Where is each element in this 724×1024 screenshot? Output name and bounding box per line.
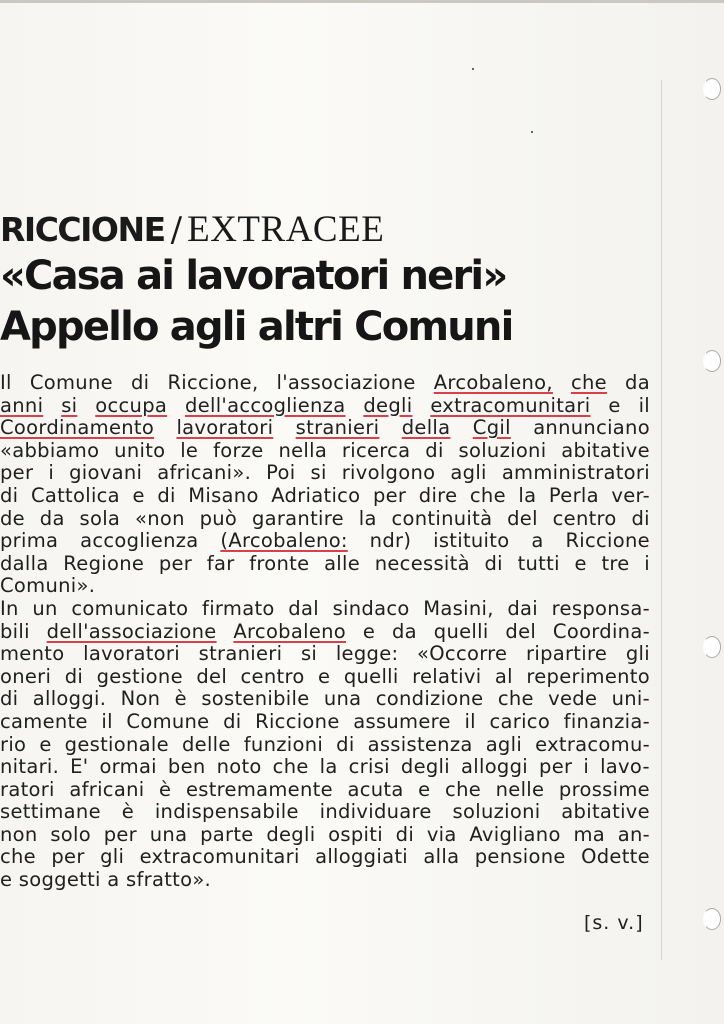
body-word: di xyxy=(336,732,355,756)
body-word: Adriatico xyxy=(271,483,361,507)
body-word: responsa- xyxy=(551,596,650,620)
body-word: «Occorre xyxy=(417,642,508,666)
body-word: (Arcobaleno: xyxy=(220,529,348,553)
body-word: Non xyxy=(120,687,161,711)
body-word: annunciano xyxy=(533,416,650,440)
body-word: si xyxy=(61,393,78,417)
body-word: Perla xyxy=(548,483,599,507)
body-word: individuare xyxy=(319,800,432,824)
body-word: da xyxy=(392,619,417,643)
body-word: degli xyxy=(363,393,413,417)
body-word: via xyxy=(426,822,457,846)
kicker-section: EXTRACEE xyxy=(187,209,385,250)
body-word: Riccione xyxy=(255,709,340,733)
body-word: nitari. xyxy=(0,755,60,779)
page-fold-line xyxy=(661,80,662,960)
body-word: soluzioni xyxy=(452,800,541,824)
kicker-separator: / xyxy=(170,210,183,250)
body-word: di xyxy=(425,438,444,462)
body-word: e xyxy=(418,777,431,801)
body-word: non xyxy=(0,822,38,846)
body-word: alle xyxy=(324,551,361,575)
body-word: di xyxy=(484,551,503,575)
body-word: un xyxy=(32,596,58,620)
body-word: soggetti xyxy=(18,868,108,892)
body-word: del xyxy=(507,506,538,530)
body-word: il xyxy=(464,709,476,733)
body-word: del xyxy=(196,664,228,688)
body-word: Comune xyxy=(29,371,113,394)
body-word: degli xyxy=(266,822,316,846)
body-word: ma xyxy=(573,822,605,846)
body-word: di xyxy=(223,709,242,733)
body-word: Avigliano xyxy=(469,822,561,846)
author-byline: [s. v.] xyxy=(584,912,644,934)
body-word: accoglienza xyxy=(80,529,199,553)
body-word: ndr) xyxy=(369,529,412,553)
body-word: i xyxy=(644,551,650,575)
body-word: de xyxy=(0,506,25,530)
body-line xyxy=(0,756,650,779)
body-word: extracomunitari xyxy=(430,393,591,417)
body-word: sostenibile xyxy=(201,687,310,711)
body-word: Il xyxy=(0,371,12,394)
body-line xyxy=(0,440,650,463)
body-word: forze xyxy=(213,438,264,462)
body-word: nella xyxy=(278,438,328,462)
body-word: «abbiamo xyxy=(0,438,100,462)
body-word: degli xyxy=(400,755,450,779)
body-line xyxy=(0,711,650,734)
headline-line-2: Appello agli altri Comuni xyxy=(0,304,513,350)
body-word: di xyxy=(631,506,650,530)
body-word: per xyxy=(539,755,573,779)
body-word: Odette xyxy=(581,845,650,869)
body-line xyxy=(0,688,650,711)
body-word: lavoratori xyxy=(176,416,274,440)
body-word: dire xyxy=(418,483,458,507)
body-word: i xyxy=(48,461,55,485)
body-word: dal xyxy=(288,596,319,620)
body-word: quelli xyxy=(433,619,489,643)
body-line xyxy=(0,395,650,418)
body-word: Poi xyxy=(266,461,296,485)
body-word: a xyxy=(531,529,544,553)
body-line xyxy=(0,530,650,553)
binder-hole-icon xyxy=(703,636,721,658)
body-word: per xyxy=(158,551,193,575)
body-line xyxy=(0,734,650,757)
body-word: extracomu- xyxy=(535,732,650,756)
body-word: che xyxy=(570,371,607,394)
body-word: che xyxy=(445,777,482,801)
body-word: ricerca xyxy=(341,438,411,462)
body-word: delle xyxy=(181,732,231,756)
body-word: tre xyxy=(601,551,630,575)
body-word: abitative xyxy=(561,438,650,462)
body-word: e xyxy=(318,664,331,688)
body-word: dell'associazione xyxy=(46,619,217,643)
body-word: quelli xyxy=(343,664,399,688)
body-word: i xyxy=(583,755,590,779)
body-word: una xyxy=(323,687,362,711)
body-word: è xyxy=(121,800,134,824)
body-word: gestione xyxy=(96,664,183,688)
body-word: dell'accoglienza xyxy=(185,393,346,417)
body-word: che xyxy=(497,687,534,711)
body-word: an- xyxy=(617,822,650,846)
body-word: soluzioni xyxy=(458,438,547,462)
body-word: noto xyxy=(216,755,262,779)
body-word: ospiti xyxy=(328,822,383,846)
body-word: sfratto». xyxy=(126,868,212,892)
body-line xyxy=(0,417,650,440)
body-word: il xyxy=(638,393,650,417)
body-word: Arcobaleno xyxy=(233,619,347,643)
body-word: funzioni xyxy=(243,732,324,756)
body-word: tutti xyxy=(517,551,560,575)
body-word: di xyxy=(64,664,84,688)
body-word: Masini, xyxy=(423,596,494,620)
body-word: si xyxy=(310,461,327,485)
body-word: indispensabile xyxy=(154,800,299,824)
body-word: comunicato xyxy=(71,596,189,620)
body-word: camente xyxy=(0,709,88,733)
body-word: «non xyxy=(134,506,185,530)
body-line xyxy=(0,643,650,666)
body-word: oneri xyxy=(0,664,52,688)
body-word: alloggiati xyxy=(315,845,408,869)
body-word: e xyxy=(608,393,621,417)
body-word: agli xyxy=(485,732,523,756)
body-word: fronte xyxy=(249,551,310,575)
body-word: di xyxy=(0,687,19,711)
body-word: Arcobaleno, xyxy=(433,371,553,394)
body-word: l'associazione xyxy=(276,371,416,394)
body-word: stranieri xyxy=(198,642,283,666)
body-word: africani xyxy=(69,777,145,801)
body-word: può xyxy=(199,506,238,530)
binder-hole-icon xyxy=(703,350,721,372)
body-word: si xyxy=(300,642,318,666)
body-word: rivolgono xyxy=(341,461,436,485)
body-word: nelle xyxy=(495,777,545,801)
body-line xyxy=(0,462,650,485)
body-word: relativi xyxy=(412,664,482,688)
body-word: Coordinamento xyxy=(0,416,155,440)
body-word: Comune xyxy=(126,709,210,733)
body-word: per xyxy=(372,483,407,507)
binder-hole-icon xyxy=(703,78,721,100)
body-word: gestionale xyxy=(64,732,169,756)
body-word: condizione xyxy=(375,687,484,711)
article-body xyxy=(0,372,650,892)
body-word: reperimento xyxy=(526,664,650,688)
body-word: al xyxy=(494,664,513,688)
body-word: parte xyxy=(200,822,254,846)
body-word: da xyxy=(625,371,650,394)
body-word: abitative xyxy=(561,800,650,824)
body-word: per xyxy=(51,845,85,869)
body-word: e xyxy=(362,619,376,643)
body-word: di xyxy=(130,371,150,394)
body-word: anni xyxy=(0,393,44,417)
body-word: extracomunitari xyxy=(139,845,300,869)
body-word: uni- xyxy=(611,687,650,711)
body-word: stranieri xyxy=(295,416,380,440)
body-word: di xyxy=(0,483,19,507)
body-word: che xyxy=(0,845,36,869)
body-word: ripartire xyxy=(526,642,608,666)
body-word: occupa xyxy=(95,393,168,417)
body-word: pensione xyxy=(474,845,566,869)
body-word: per xyxy=(0,461,34,485)
body-word: legge: xyxy=(335,642,399,666)
body-word: lavoratori xyxy=(83,642,180,666)
body-line xyxy=(0,779,650,802)
body-line xyxy=(0,372,650,395)
body-word: necessità xyxy=(374,551,470,575)
body-word: della xyxy=(401,416,451,440)
body-word: sindaco xyxy=(332,596,410,620)
body-word: vede xyxy=(548,687,598,711)
body-word: bili xyxy=(0,619,30,643)
body-word: assistenza xyxy=(367,732,473,756)
body-line xyxy=(0,508,650,531)
body-line xyxy=(0,621,650,644)
kicker-place: RICCIONE xyxy=(0,210,165,249)
body-word: a xyxy=(107,868,126,892)
body-word: e xyxy=(39,732,52,756)
body-word: per xyxy=(103,822,137,846)
body-word: è xyxy=(174,687,187,711)
body-word: gli xyxy=(625,642,650,666)
body-word: Comuni». xyxy=(0,574,96,598)
body-line xyxy=(0,575,650,598)
body-word: amministratori xyxy=(501,461,650,485)
body-word: e xyxy=(132,483,145,507)
body-word: alla xyxy=(423,845,460,869)
body-word: alloggi. xyxy=(32,687,107,711)
body-word: mento xyxy=(0,642,65,666)
body-word: Misano xyxy=(188,483,259,507)
body-word: dai xyxy=(507,596,539,620)
body-word: solo xyxy=(50,822,91,846)
body-line xyxy=(0,846,650,869)
body-line xyxy=(0,485,650,508)
body-word: Cattolica xyxy=(30,483,120,507)
body-word: dalla xyxy=(0,551,49,575)
body-word: da xyxy=(39,506,65,530)
article-kicker xyxy=(0,208,384,252)
body-line xyxy=(0,824,650,847)
body-word: e xyxy=(574,551,587,575)
body-word: carico xyxy=(489,709,551,733)
body-word: giovani xyxy=(69,461,143,485)
body-word: Regione xyxy=(63,551,145,575)
body-word: ben xyxy=(167,755,206,779)
body-word: una xyxy=(149,822,188,846)
body-word: la xyxy=(358,506,377,530)
body-word: centro xyxy=(240,664,305,688)
body-word: crisi xyxy=(348,755,390,779)
body-word: agli xyxy=(450,461,487,485)
body-word: di xyxy=(395,822,415,846)
body-word: Cgil xyxy=(472,416,511,440)
body-word: E' xyxy=(70,755,89,779)
body-word: il xyxy=(101,709,113,733)
body-word: le xyxy=(180,438,199,462)
body-word: gli xyxy=(100,845,125,869)
binder-hole-icon xyxy=(703,908,721,930)
dust-speck xyxy=(472,68,474,70)
body-word: In xyxy=(0,596,19,620)
body-word: estremamente xyxy=(185,777,333,801)
body-line xyxy=(0,666,650,689)
page-top-edge xyxy=(0,0,724,3)
body-word: firmato xyxy=(202,596,275,620)
body-word: prossime xyxy=(558,777,650,801)
body-line xyxy=(0,801,650,824)
body-word: ratori xyxy=(0,777,55,801)
body-word: alloggi xyxy=(461,755,529,779)
body-word: africani». xyxy=(157,461,252,485)
body-line xyxy=(0,598,650,621)
body-word: assumere xyxy=(353,709,451,733)
body-word: unito xyxy=(114,438,166,462)
body-word: garantire xyxy=(251,506,344,530)
body-word: finanzia- xyxy=(563,709,650,733)
headline-line-1: «Casa ai lavoratori neri» xyxy=(0,253,507,299)
body-word: del xyxy=(505,619,537,643)
body-word: prima xyxy=(0,529,59,553)
body-word: è xyxy=(159,777,172,801)
body-word: continuità xyxy=(391,506,493,530)
body-word: settimane xyxy=(0,800,101,824)
body-word: che xyxy=(469,483,506,507)
body-word: di xyxy=(157,483,176,507)
body-word: lavo- xyxy=(600,755,650,779)
body-word: e xyxy=(0,868,19,892)
body-word: Riccione xyxy=(565,529,650,553)
body-word: sola xyxy=(79,506,121,530)
body-line xyxy=(0,869,650,892)
body-word: la xyxy=(518,483,537,507)
dust-speck xyxy=(531,131,533,133)
body-word: centro xyxy=(552,506,617,530)
body-word: ver- xyxy=(611,483,650,507)
body-line xyxy=(0,553,650,576)
body-word: ormai xyxy=(99,755,157,779)
body-word: la xyxy=(319,755,338,779)
body-word: Coordina- xyxy=(552,619,650,643)
body-word: far xyxy=(206,551,235,575)
body-word: Riccione, xyxy=(167,371,259,394)
body-word: acuta xyxy=(347,777,404,801)
body-word: che xyxy=(272,755,309,779)
body-word: istituito xyxy=(433,529,510,553)
body-word: rio xyxy=(0,732,27,756)
